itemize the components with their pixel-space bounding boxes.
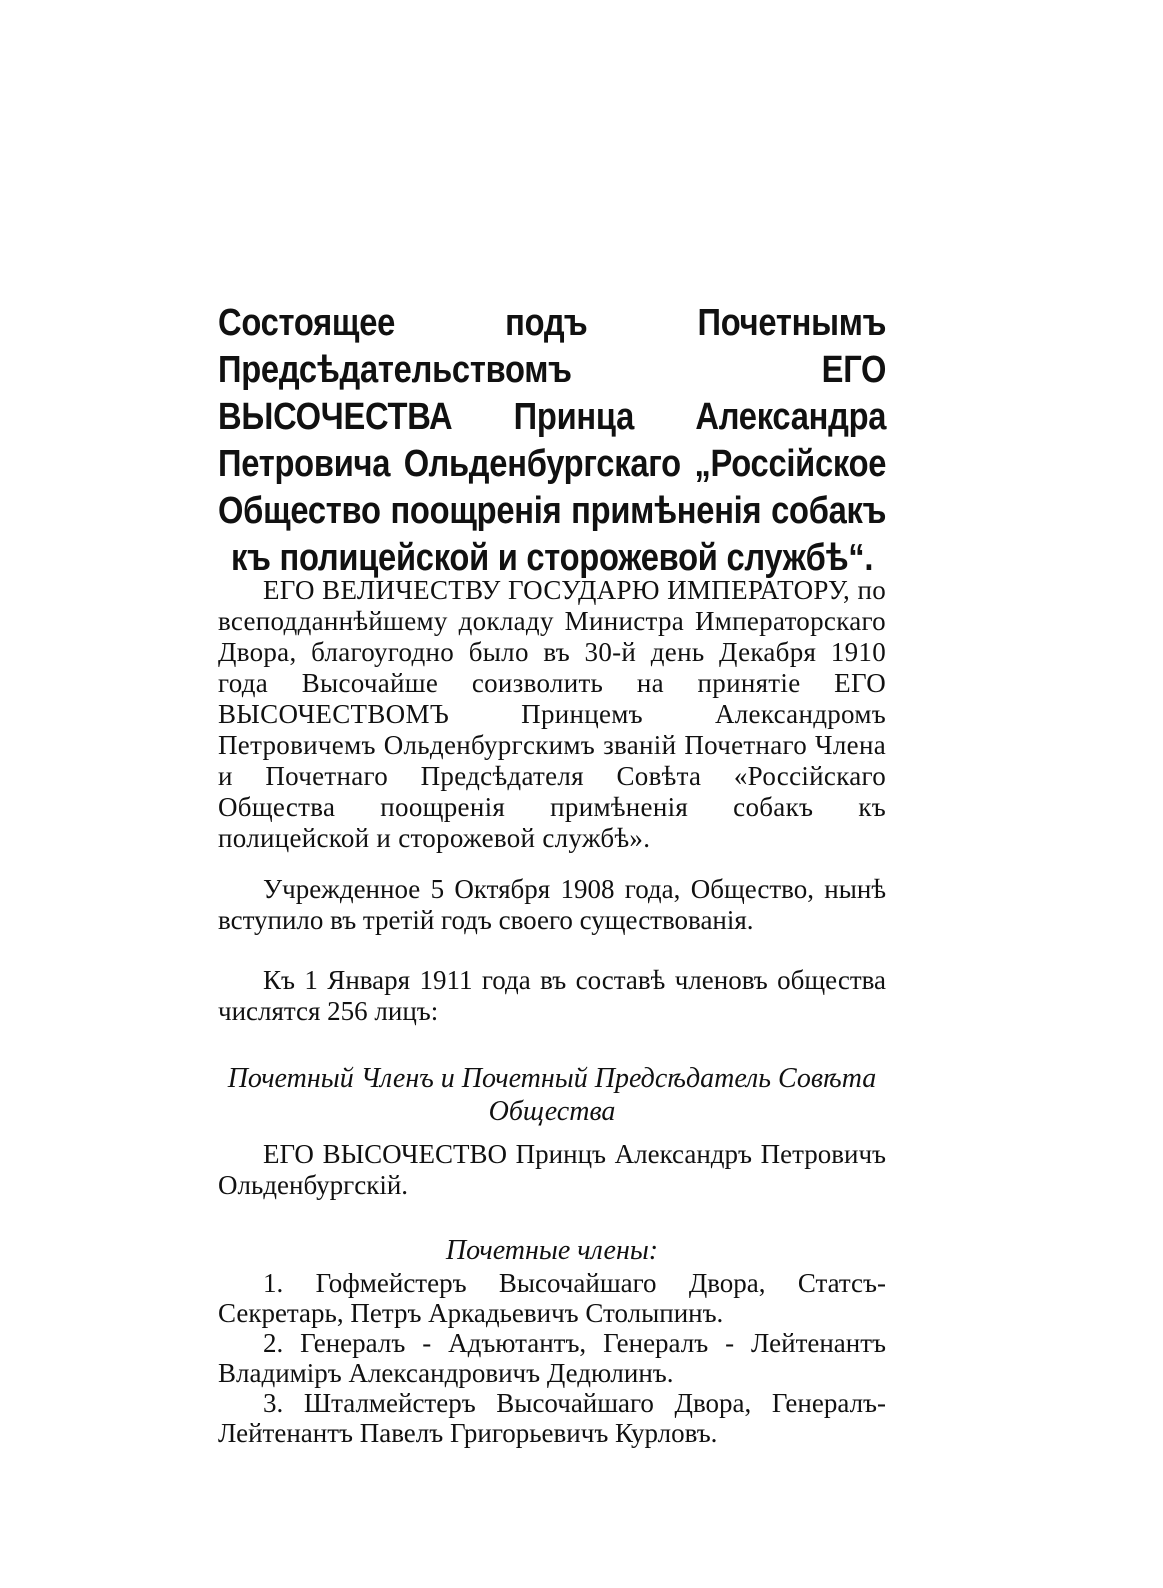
honorary-chair-title: Почетный Членъ и Почетный Предсѣдатель Совѣта Общества [227,1063,877,1127]
document-heading: Состоящее подъ Почетнымъ Предсѣдательствомъ ЕГО ВЫСОЧЕСТВА Принца Александра Петровича Ольденбургскаго „Россійское Общество поощренія примѣненія собакъ къ полицейской и сторожевой службѣ“. [218,302,887,579]
list-item: 3. Шталмейстеръ Высочайшаго Двора, Генералъ-Лейтенантъ Павелъ Григорьевичъ Курловъ. [218,1388,886,1448]
honorary-chair-text: ЕГО ВЫСОЧЕСТВО Принцъ Александръ Петровичъ Ольденбургскій. [218,1139,886,1200]
honorary-members-title: Почетные члены: [445,1235,659,1266]
list-item: 2. Генералъ - Адъютантъ, Генералъ - Лейтенантъ Владиміръ Александровичъ Дедюлинъ. [218,1328,886,1388]
honorary-members-list [218,1268,886,1448]
paragraph-imperial-consent: ЕГО ВЕЛИЧЕСТВУ ГОСУДАРЮ ИМПЕРАТОРУ, по всеподданнѣйшему докладу Министра Императорскаго Двора, благоугодно было въ 30-й день Декабря 1910 года Высочайше соизволить на принятіе ЕГО ВЫСОЧЕСТВОМЪ Принцемъ Александромъ Петровичемъ Ольденбургскимъ званій Почетнаго Члена и Почетнаго Предсѣдателя Совѣта «Россійскаго Общества поощренія примѣненія собакъ къ полицейской и сторожевой службѣ». [218,575,886,853]
list-item: 1. Гофмейстеръ Высочайшаго Двора, Статсъ-Секретарь, Петръ Аркадьевичъ Столыпинъ. [218,1268,886,1328]
paragraph-founding: Учрежденное 5 Октября 1908 года, Общество, нынѣ вступило въ третій годъ своего существованія. [218,874,886,935]
paragraph-membership-count: Къ 1 Января 1911 года въ составѣ членовъ общества числятся 256 лицъ: [218,965,886,1026]
